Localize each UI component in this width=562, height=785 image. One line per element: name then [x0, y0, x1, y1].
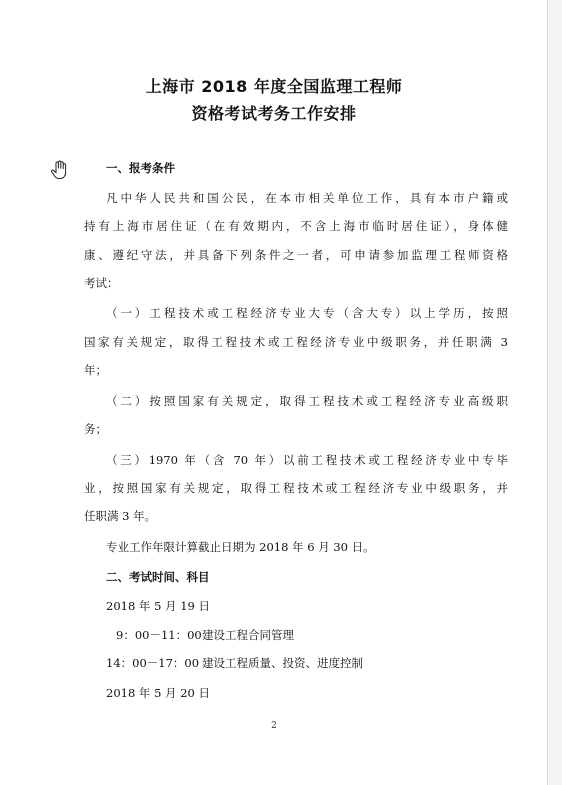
deadline-note: 专业工作年限计算截止日期为 2018 年 6 月 30 日。	[106, 540, 375, 554]
document-title-line-1: 上海市 2018 年度全国监理工程师	[145, 77, 403, 96]
exam-date-day-1: 2018 年 5 月 19 日	[106, 599, 210, 613]
condition-3-line: 任职满 3 年。	[84, 509, 157, 523]
paragraph-line: 考试：	[84, 276, 119, 290]
session-subject: 建设工程质量、投资、进度控制	[202, 656, 363, 670]
section-heading-schedule: 二、考试时间、科目	[106, 570, 210, 584]
session-time: 9：00－11：00	[116, 628, 202, 642]
paragraph-line: 持有上海市居住证（在有效期内，不含上海市临时居住证），身体健	[84, 219, 508, 233]
condition-3-line: 业，按照国家有关规定，取得工程技术或工程经济专业中级职务，并	[84, 481, 508, 495]
page-number: 2	[271, 721, 277, 731]
section-heading-requirements: 一、报考条件	[106, 161, 175, 175]
hand-cursor-icon	[50, 160, 68, 180]
session-time: 14：00－17：00	[106, 656, 200, 670]
paragraph-line: 凡中华人民共和国公民，在本市相关单位工作，具有本市户籍或	[106, 191, 508, 205]
document-title-line-2: 资格考试考务工作安排	[191, 104, 357, 123]
condition-1-line: 国家有关规定，取得工程技术或工程经济专业中级职务，并任职满 3	[84, 335, 508, 349]
paragraph-line: 康、遵纪守法，并具备下列条件之一者，可申请参加监理工程师资格	[84, 248, 508, 262]
condition-2-line: （二）按照国家有关规定，取得工程技术或工程经济专业高级职	[106, 394, 508, 408]
condition-2-line: 务；	[84, 422, 107, 436]
condition-1-line: 年；	[84, 363, 107, 377]
page-edge	[547, 0, 562, 785]
condition-1-line: （一）工程技术或工程经济专业大专（含大专）以上学历，按照	[106, 306, 508, 320]
condition-3-line: （三）1970 年（含 70 年）以前工程技术或工程经济专业中专毕	[106, 453, 508, 467]
exam-date-day-2: 2018 年 5 月 20 日	[106, 686, 210, 700]
session-subject: 建设工程合同管理	[202, 628, 294, 642]
